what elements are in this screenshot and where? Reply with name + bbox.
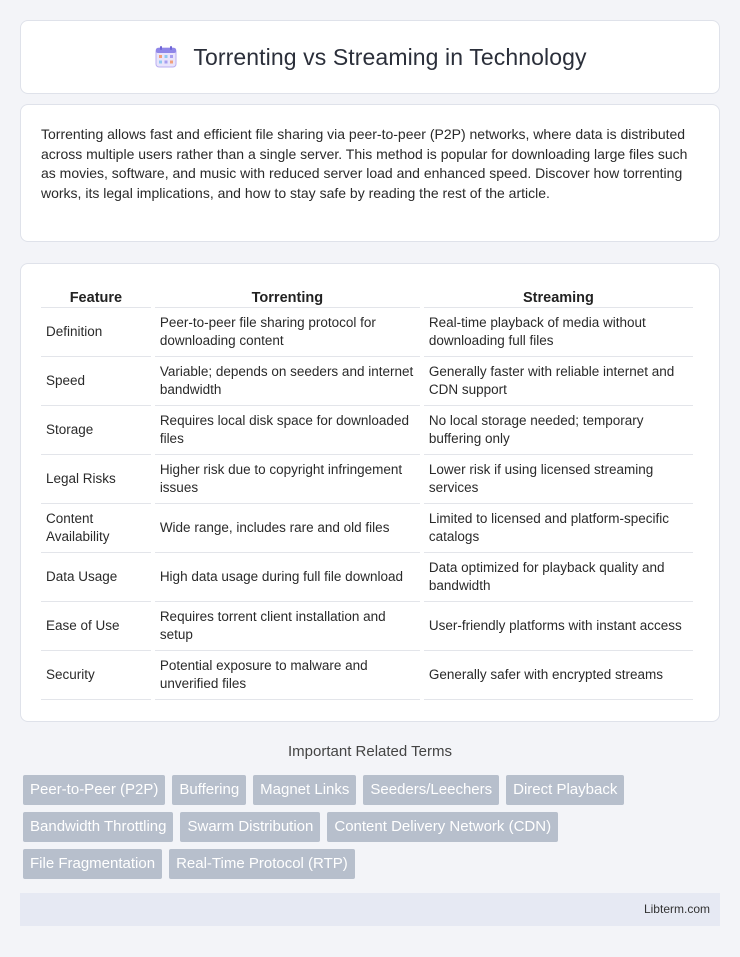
tag-rtp[interactable]: Real-Time Protocol (RTP) [169,849,355,879]
feature-cell: Security [41,651,151,700]
streaming-cell: User-friendly platforms with instant access [424,602,693,651]
tag-row [23,775,723,805]
streaming-cell: Data optimized for playback quality and bandwidth [424,553,693,602]
tag-direct-playback[interactable]: Direct Playback [506,775,624,805]
footer [20,893,720,926]
torrenting-cell: Wide range, includes rare and old files [155,504,420,553]
feature-cell: Speed [41,357,151,406]
streaming-cell: Generally safer with encrypted streams [424,651,693,700]
torrenting-cell: Peer-to-peer file sharing protocol for downloading content [155,308,420,357]
intro-text: Torrenting allows fast and efficient file sharing via peer-to-peer (P2P) networks, where data is distributed across multiple users rather than a single server. This method is popular for downloading large files such as movies, software, and music with reduced server load and enhanced speed. Discover how torrenting works, its legal implications, and how to stay safe by reading the rest of the article. [41,126,688,201]
tag-file-fragmentation[interactable]: File Fragmentation [23,849,162,879]
streaming-cell: Limited to licensed and platform-specific catalogs [424,504,693,553]
title-card [20,20,720,94]
tag-row [23,849,723,879]
feature-cell: Legal Risks [41,455,151,504]
table-row [41,406,693,455]
feature-cell: Storage [41,406,151,455]
feature-cell: Content Availability [41,504,151,553]
torrenting-cell: High data usage during full file download [155,553,420,602]
table-header-row [41,284,693,308]
related-terms-heading: Important Related Terms [288,743,452,760]
comparison-table [37,284,697,700]
torrenting-cell: Requires torrent client installation and setup [155,602,420,651]
table-row [41,308,693,357]
tag-p2p[interactable]: Peer-to-Peer (P2P) [23,775,165,805]
calendar-grid-icon [153,44,179,70]
table-row [41,602,693,651]
tag-swarm-distribution[interactable]: Swarm Distribution [180,812,320,842]
torrenting-cell: Potential exposure to malware and unverified files [155,651,420,700]
intro-card [20,104,720,242]
feature-cell: Ease of Use [41,602,151,651]
torrenting-cell: Variable; depends on seeders and internet bandwidth [155,357,420,406]
header-torrenting: Torrenting [155,284,420,308]
comparison-card [20,263,720,722]
feature-cell: Data Usage [41,553,151,602]
header-streaming: Streaming [424,284,693,308]
torrenting-cell: Higher risk due to copyright infringement issues [155,455,420,504]
page-title: Torrenting vs Streaming in Technology [193,43,587,70]
table-row [41,504,693,553]
torrenting-cell: Requires local disk space for downloaded files [155,406,420,455]
streaming-cell: Lower risk if using licensed streaming services [424,455,693,504]
tag-row [23,812,723,842]
title-wrap [153,44,586,71]
tag-cdn[interactable]: Content Delivery Network (CDN) [327,812,558,842]
tag-magnet-links[interactable]: Magnet Links [253,775,356,805]
streaming-cell: No local storage needed; temporary buffering only [424,406,693,455]
table-row [41,357,693,406]
feature-cell: Definition [41,308,151,357]
tag-seeders-leechers[interactable]: Seeders/Leechers [363,775,499,805]
streaming-cell: Real-time playback of media without downloading full files [424,308,693,357]
table-row [41,651,693,700]
tag-buffering[interactable]: Buffering [172,775,246,805]
streaming-cell: Generally faster with reliable internet and CDN support [424,357,693,406]
footer-site-link[interactable]: Libterm.com [643,902,710,916]
table-row [41,553,693,602]
table-row [41,455,693,504]
tag-bandwidth-throttling[interactable]: Bandwidth Throttling [23,812,173,842]
related-terms-tags [23,775,723,886]
header-feature: Feature [41,284,151,308]
